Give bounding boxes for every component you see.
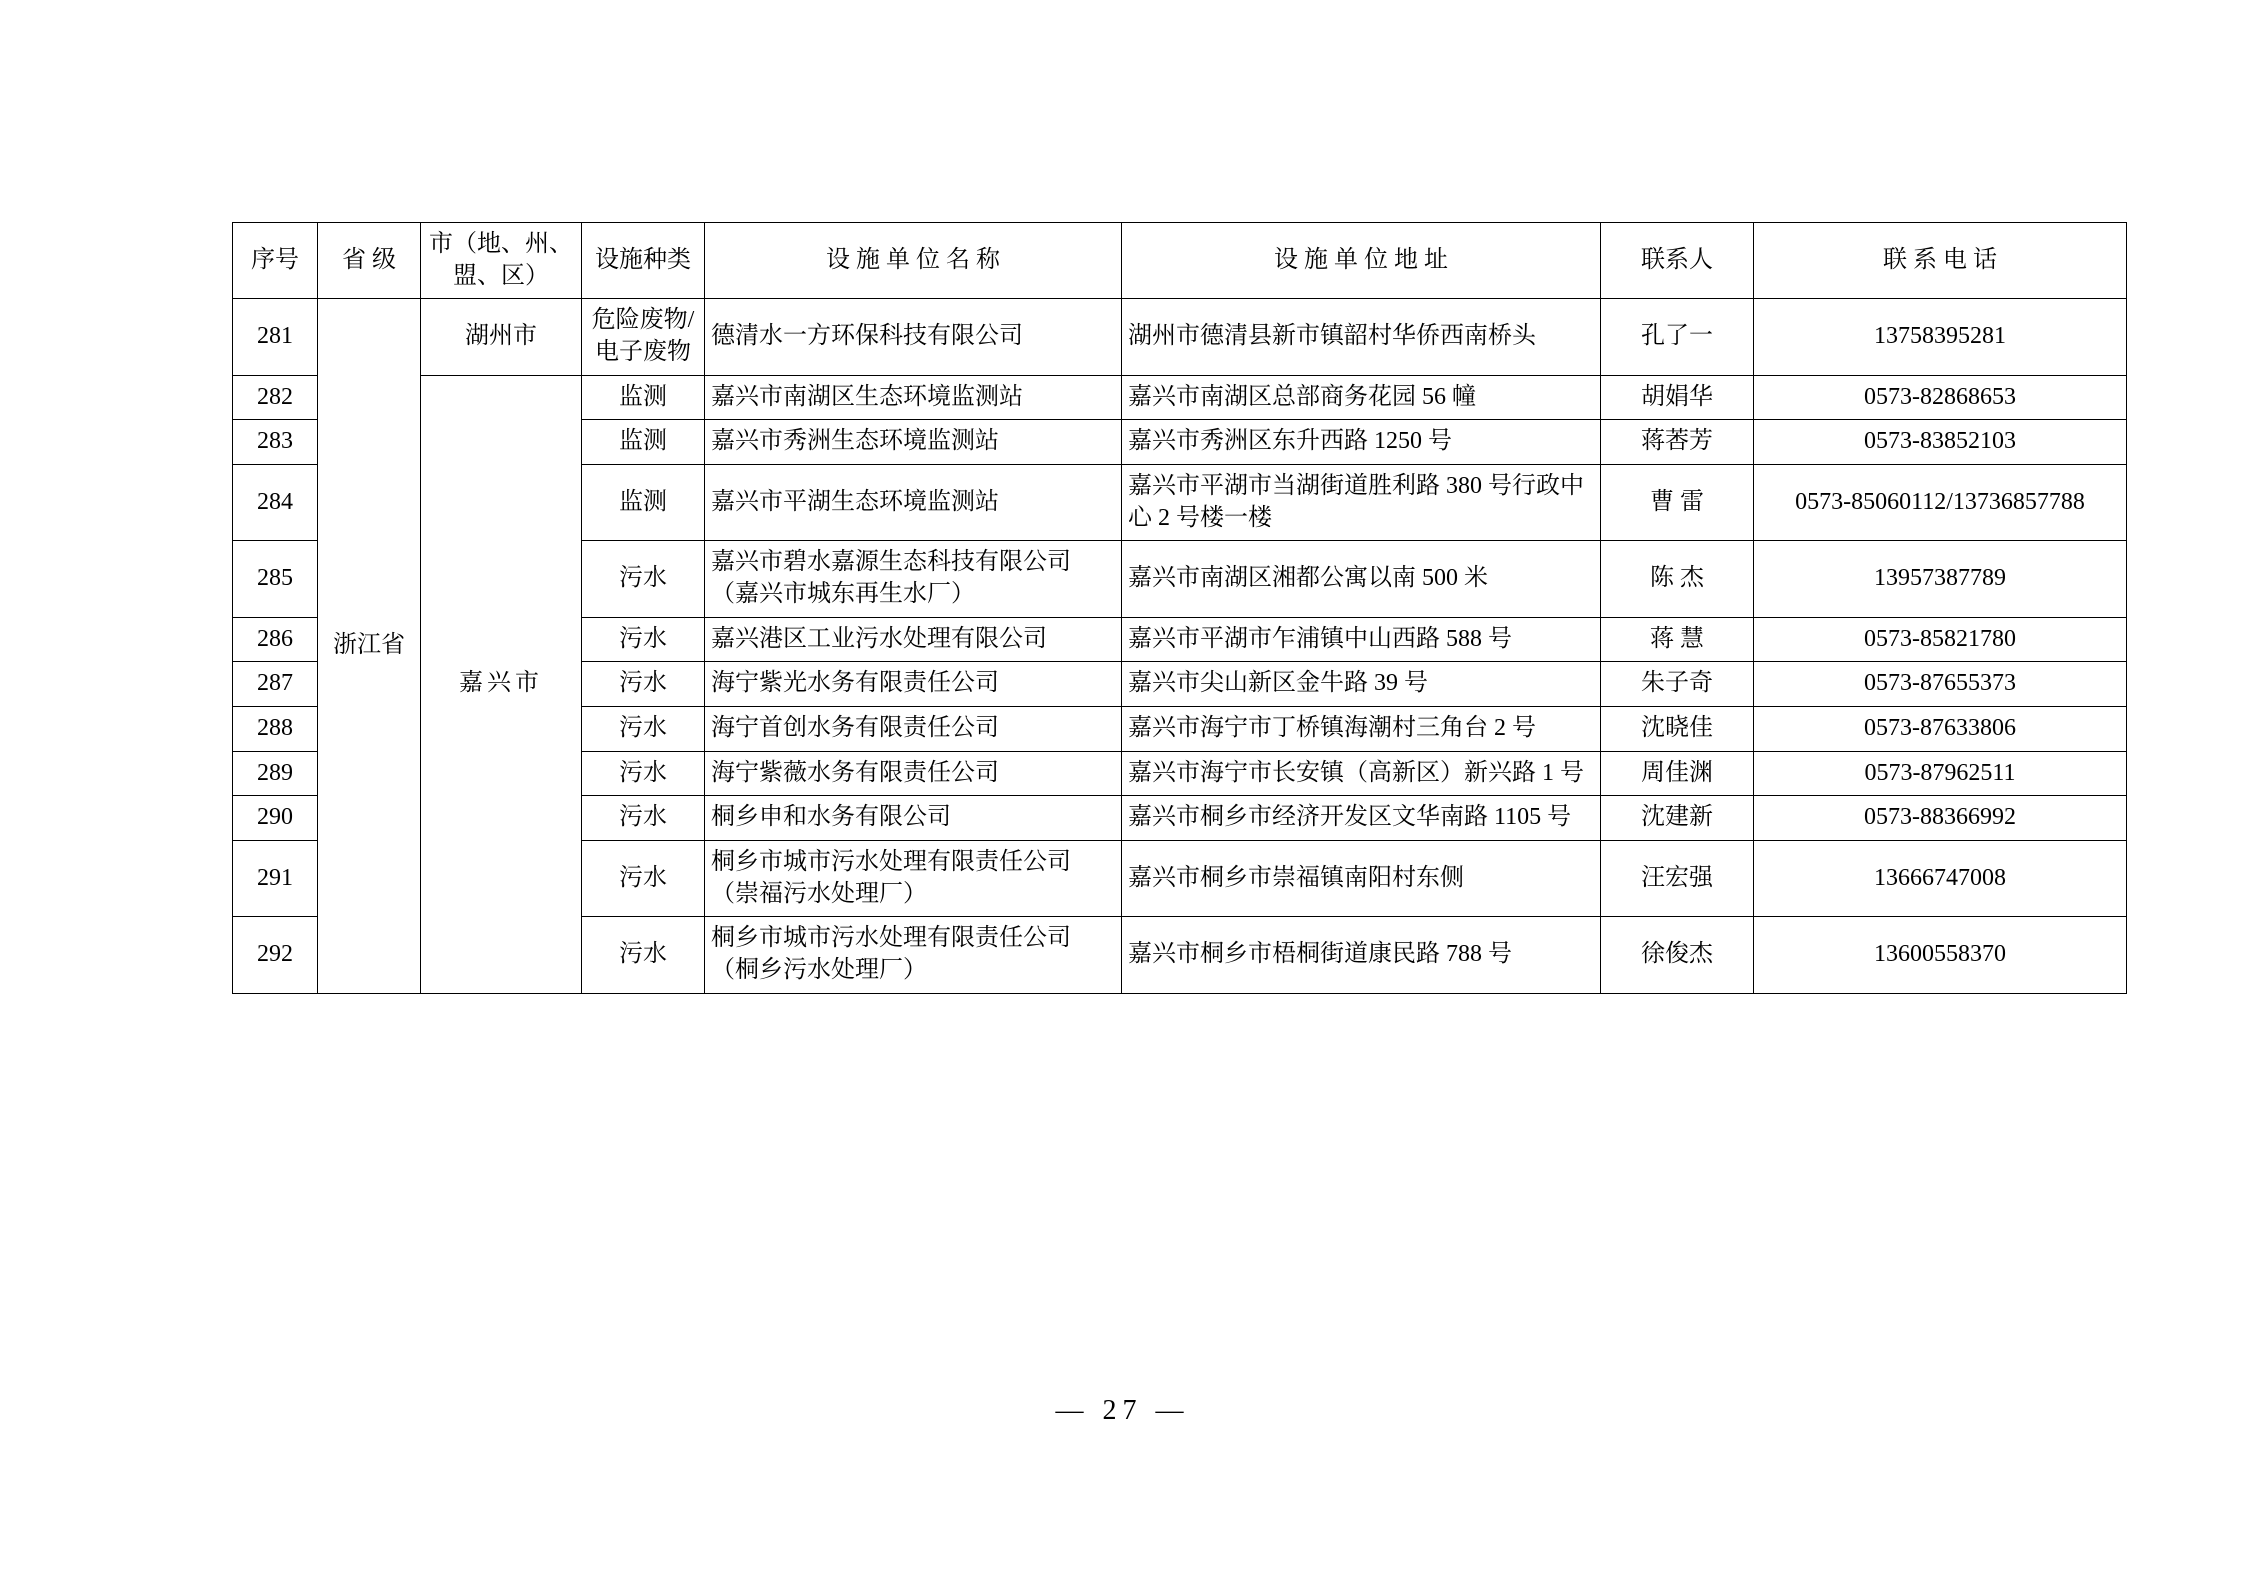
table-header-row xyxy=(233,223,2127,299)
cell-contact: 陈 杰 xyxy=(1601,541,1754,617)
cell-facility-type: 污水 xyxy=(582,617,705,662)
cell-facility-name: 海宁紫薇水务有限责任公司 xyxy=(705,751,1122,796)
cell-facility-type: 污水 xyxy=(582,917,705,993)
table-body xyxy=(233,299,2127,993)
page-number-text: — 27 — xyxy=(1055,1395,1190,1426)
cell-facility-name: 桐乡市城市污水处理有限责任公司（崇福污水处理厂） xyxy=(705,841,1122,917)
page-number xyxy=(0,1395,2245,1427)
cell-facility-name: 嘉兴市秀洲生态环境监测站 xyxy=(705,420,1122,465)
cell-city: 湖州市 xyxy=(421,299,582,375)
header-province: 省 级 xyxy=(318,223,421,299)
cell-phone: 0573-85060112/13736857788 xyxy=(1754,465,2127,541)
cell-phone: 0573-87655373 xyxy=(1754,662,2127,707)
cell-facility-type: 污水 xyxy=(582,541,705,617)
cell-facility-address: 嘉兴市平湖市乍浦镇中山西路 588 号 xyxy=(1122,617,1601,662)
cell-phone: 13600558370 xyxy=(1754,917,2127,993)
cell-facility-type: 监测 xyxy=(582,375,705,420)
header-city: 市（地、州、盟、区） xyxy=(421,223,582,299)
cell-facility-address: 嘉兴市桐乡市崇福镇南阳村东侧 xyxy=(1122,841,1601,917)
header-facility-address: 设 施 单 位 地 址 xyxy=(1122,223,1601,299)
cell-index: 289 xyxy=(233,751,318,796)
cell-facility-address: 嘉兴市海宁市长安镇（高新区）新兴路 1 号 xyxy=(1122,751,1601,796)
cell-facility-address: 嘉兴市桐乡市梧桐街道康民路 788 号 xyxy=(1122,917,1601,993)
table-row xyxy=(233,375,2127,420)
cell-facility-address: 嘉兴市尖山新区金牛路 39 号 xyxy=(1122,662,1601,707)
cell-facility-type: 污水 xyxy=(582,707,705,752)
cell-facility-address: 嘉兴市海宁市丁桥镇海潮村三角台 2 号 xyxy=(1122,707,1601,752)
cell-facility-type: 污水 xyxy=(582,751,705,796)
cell-contact: 周佳渊 xyxy=(1601,751,1754,796)
cell-phone: 13758395281 xyxy=(1754,299,2127,375)
cell-phone: 0573-87633806 xyxy=(1754,707,2127,752)
facility-table xyxy=(232,222,2127,994)
cell-index: 292 xyxy=(233,917,318,993)
cell-phone: 0573-88366992 xyxy=(1754,796,2127,841)
cell-contact: 蒋 慧 xyxy=(1601,617,1754,662)
cell-province: 浙江省 xyxy=(318,299,421,993)
cell-facility-address: 嘉兴市南湖区总部商务花园 56 幢 xyxy=(1122,375,1601,420)
cell-phone: 0573-83852103 xyxy=(1754,420,2127,465)
cell-facility-type: 污水 xyxy=(582,796,705,841)
cell-facility-type: 污水 xyxy=(582,841,705,917)
cell-facility-name: 桐乡申和水务有限公司 xyxy=(705,796,1122,841)
cell-phone: 0573-82868653 xyxy=(1754,375,2127,420)
cell-contact: 孔了一 xyxy=(1601,299,1754,375)
cell-contact: 曹 雷 xyxy=(1601,465,1754,541)
cell-facility-name: 嘉兴市碧水嘉源生态科技有限公司（嘉兴市城东再生水厂） xyxy=(705,541,1122,617)
facility-table-container xyxy=(232,222,2085,994)
cell-index: 290 xyxy=(233,796,318,841)
cell-phone: 0573-85821780 xyxy=(1754,617,2127,662)
cell-index: 283 xyxy=(233,420,318,465)
cell-facility-name: 嘉兴市平湖生态环境监测站 xyxy=(705,465,1122,541)
cell-facility-name: 桐乡市城市污水处理有限责任公司（桐乡污水处理厂） xyxy=(705,917,1122,993)
cell-facility-name: 海宁首创水务有限责任公司 xyxy=(705,707,1122,752)
cell-phone: 13957387789 xyxy=(1754,541,2127,617)
table-row xyxy=(233,299,2127,375)
cell-phone: 13666747008 xyxy=(1754,841,2127,917)
table-header xyxy=(233,223,2127,299)
cell-facility-name: 海宁紫光水务有限责任公司 xyxy=(705,662,1122,707)
cell-index: 286 xyxy=(233,617,318,662)
cell-contact: 胡娟华 xyxy=(1601,375,1754,420)
header-contact: 联系人 xyxy=(1601,223,1754,299)
cell-facility-name: 嘉兴港区工业污水处理有限公司 xyxy=(705,617,1122,662)
header-facility-type: 设施种类 xyxy=(582,223,705,299)
cell-facility-name: 嘉兴市南湖区生态环境监测站 xyxy=(705,375,1122,420)
cell-facility-type: 污水 xyxy=(582,662,705,707)
cell-facility-address: 湖州市德清县新市镇韶村华侨西南桥头 xyxy=(1122,299,1601,375)
cell-index: 287 xyxy=(233,662,318,707)
header-facility-name: 设 施 单 位 名 称 xyxy=(705,223,1122,299)
cell-facility-type: 危险废物/电子废物 xyxy=(582,299,705,375)
cell-contact: 朱子奇 xyxy=(1601,662,1754,707)
cell-contact: 沈建新 xyxy=(1601,796,1754,841)
cell-facility-address: 嘉兴市平湖市当湖街道胜利路 380 号行政中心 2 号楼一楼 xyxy=(1122,465,1601,541)
cell-facility-address: 嘉兴市南湖区湘都公寓以南 500 米 xyxy=(1122,541,1601,617)
cell-facility-address: 嘉兴市秀洲区东升西路 1250 号 xyxy=(1122,420,1601,465)
cell-index: 284 xyxy=(233,465,318,541)
cell-facility-name: 德清水一方环保科技有限公司 xyxy=(705,299,1122,375)
cell-facility-type: 监测 xyxy=(582,465,705,541)
cell-contact: 徐俊杰 xyxy=(1601,917,1754,993)
cell-contact: 沈晓佳 xyxy=(1601,707,1754,752)
cell-city: 嘉兴市 xyxy=(421,375,582,993)
cell-index: 282 xyxy=(233,375,318,420)
cell-phone: 0573-87962511 xyxy=(1754,751,2127,796)
cell-index: 288 xyxy=(233,707,318,752)
cell-index: 291 xyxy=(233,841,318,917)
cell-contact: 蒋莕芳 xyxy=(1601,420,1754,465)
cell-facility-address: 嘉兴市桐乡市经济开发区文华南路 1105 号 xyxy=(1122,796,1601,841)
header-phone: 联 系 电 话 xyxy=(1754,223,2127,299)
cell-facility-type: 监测 xyxy=(582,420,705,465)
header-index: 序号 xyxy=(233,223,318,299)
cell-contact: 汪宏强 xyxy=(1601,841,1754,917)
cell-index: 281 xyxy=(233,299,318,375)
cell-index: 285 xyxy=(233,541,318,617)
